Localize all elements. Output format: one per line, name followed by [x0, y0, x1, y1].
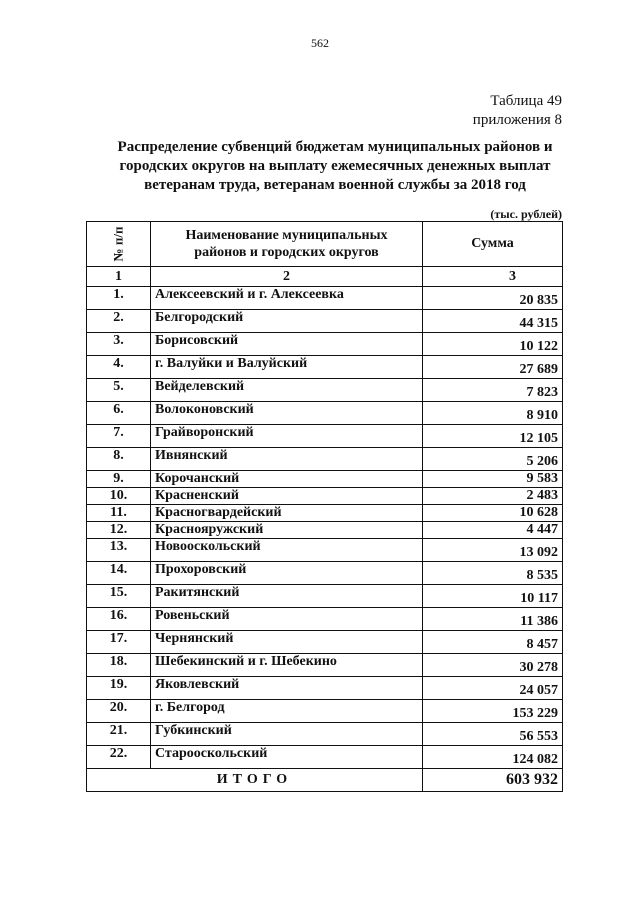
table-row: [87, 539, 563, 562]
row-number: 2.: [87, 310, 151, 333]
table-row: [87, 677, 563, 700]
total-label: ИТОГО: [87, 769, 423, 792]
row-number: 10.: [87, 488, 151, 505]
row-number: 17.: [87, 631, 151, 654]
row-district-name: Ракитянский: [151, 585, 423, 608]
row-number: 16.: [87, 608, 151, 631]
row-number: 8.: [87, 448, 151, 471]
row-number: 18.: [87, 654, 151, 677]
title-line-2: городских округов на выплату ежемесячных денежных выплат: [119, 158, 551, 174]
table-row: [87, 522, 563, 539]
row-sum: 56 553: [423, 723, 563, 746]
row-sum: 10 122: [423, 333, 563, 356]
table-reference: [473, 92, 562, 130]
column-index-3: 3: [423, 267, 563, 287]
header-num-label: № п/п: [110, 226, 126, 261]
row-district-name: Красногвардейский: [151, 505, 423, 522]
page-number: 562: [311, 36, 329, 50]
row-district-name: Старооскольский: [151, 746, 423, 769]
row-sum: 8 535: [423, 562, 563, 585]
table-label: Таблица 49: [490, 93, 562, 109]
row-number: 22.: [87, 746, 151, 769]
row-number: 14.: [87, 562, 151, 585]
row-number: 7.: [87, 425, 151, 448]
row-number: 15.: [87, 585, 151, 608]
row-sum: 9 583: [423, 471, 563, 488]
total-sum: 603 932: [423, 769, 563, 792]
row-district-name: Краснояружский: [151, 522, 423, 539]
table-row: [87, 333, 563, 356]
column-index-1: 1: [87, 267, 151, 287]
table-row: [87, 402, 563, 425]
row-sum: 7 823: [423, 379, 563, 402]
header-name-line-1: Наименование муниципальных: [185, 228, 388, 243]
row-sum: 10 628: [423, 505, 563, 522]
subsidy-table: [86, 221, 563, 792]
header-sum: Сумма: [423, 222, 563, 267]
table-body: [87, 287, 563, 769]
total-row: [87, 769, 563, 792]
header-name: [151, 222, 423, 267]
table-row: [87, 287, 563, 310]
table-row: [87, 631, 563, 654]
row-sum: 153 229: [423, 700, 563, 723]
row-number: 20.: [87, 700, 151, 723]
row-district-name: Ровеньский: [151, 608, 423, 631]
row-district-name: г. Белгород: [151, 700, 423, 723]
row-district-name: г. Валуйки и Валуйский: [151, 356, 423, 379]
row-sum: 24 057: [423, 677, 563, 700]
table-row: [87, 505, 563, 522]
row-district-name: Шебекинский и г. Шебекино: [151, 654, 423, 677]
row-number: 6.: [87, 402, 151, 425]
row-district-name: Прохоровский: [151, 562, 423, 585]
row-number: 12.: [87, 522, 151, 539]
row-district-name: Белгородский: [151, 310, 423, 333]
row-district-name: Красненский: [151, 488, 423, 505]
row-number: 1.: [87, 287, 151, 310]
row-sum: 30 278: [423, 654, 563, 677]
table-row: [87, 700, 563, 723]
row-district-name: Алексеевский и г. Алексеевка: [151, 287, 423, 310]
row-sum: 20 835: [423, 287, 563, 310]
row-district-name: Корочанский: [151, 471, 423, 488]
row-district-name: Волоконовский: [151, 402, 423, 425]
units-label: (тыс. рублей): [490, 207, 562, 221]
row-number: 19.: [87, 677, 151, 700]
row-sum: 8 457: [423, 631, 563, 654]
table-row: [87, 379, 563, 402]
header-num: [87, 222, 151, 267]
row-district-name: Яковлевский: [151, 677, 423, 700]
row-sum: 10 117: [423, 585, 563, 608]
table-row: [87, 654, 563, 677]
row-number: 5.: [87, 379, 151, 402]
row-sum: 27 689: [423, 356, 563, 379]
row-sum: 2 483: [423, 488, 563, 505]
document-title: [96, 138, 574, 195]
row-number: 9.: [87, 471, 151, 488]
table-row: [87, 356, 563, 379]
table-header-row: [87, 222, 563, 267]
table-row: [87, 471, 563, 488]
header-name-line-2: районов и городских округов: [194, 245, 379, 260]
table-row: [87, 723, 563, 746]
row-number: 3.: [87, 333, 151, 356]
column-index-row: [87, 267, 563, 287]
table-row: [87, 425, 563, 448]
table-row: [87, 746, 563, 769]
row-number: 21.: [87, 723, 151, 746]
row-number: 13.: [87, 539, 151, 562]
row-sum: 8 910: [423, 402, 563, 425]
row-number: 4.: [87, 356, 151, 379]
row-district-name: Грайворонский: [151, 425, 423, 448]
row-district-name: Борисовский: [151, 333, 423, 356]
row-sum: 124 082: [423, 746, 563, 769]
row-sum: 4 447: [423, 522, 563, 539]
table-row: [87, 608, 563, 631]
row-sum: 13 092: [423, 539, 563, 562]
row-district-name: Чернянский: [151, 631, 423, 654]
row-number: 11.: [87, 505, 151, 522]
row-district-name: Вейделевский: [151, 379, 423, 402]
table-row: [87, 310, 563, 333]
row-district-name: Новооскольский: [151, 539, 423, 562]
row-district-name: Губкинский: [151, 723, 423, 746]
table-row: [87, 585, 563, 608]
table-row: [87, 448, 563, 471]
column-index-2: 2: [151, 267, 423, 287]
table-row: [87, 488, 563, 505]
table-row: [87, 562, 563, 585]
row-sum: 11 386: [423, 608, 563, 631]
title-line-3: ветеранам труда, ветеранам военной службы за 2018 год: [144, 177, 526, 193]
row-district-name: Ивнянский: [151, 448, 423, 471]
appendix-label: приложения 8: [472, 112, 562, 128]
title-line-1: Распределение субвенций бюджетам муниципальных районов и: [117, 139, 553, 155]
row-sum: 12 105: [423, 425, 563, 448]
row-sum: 44 315: [423, 310, 563, 333]
row-sum: 5 206: [423, 448, 563, 471]
